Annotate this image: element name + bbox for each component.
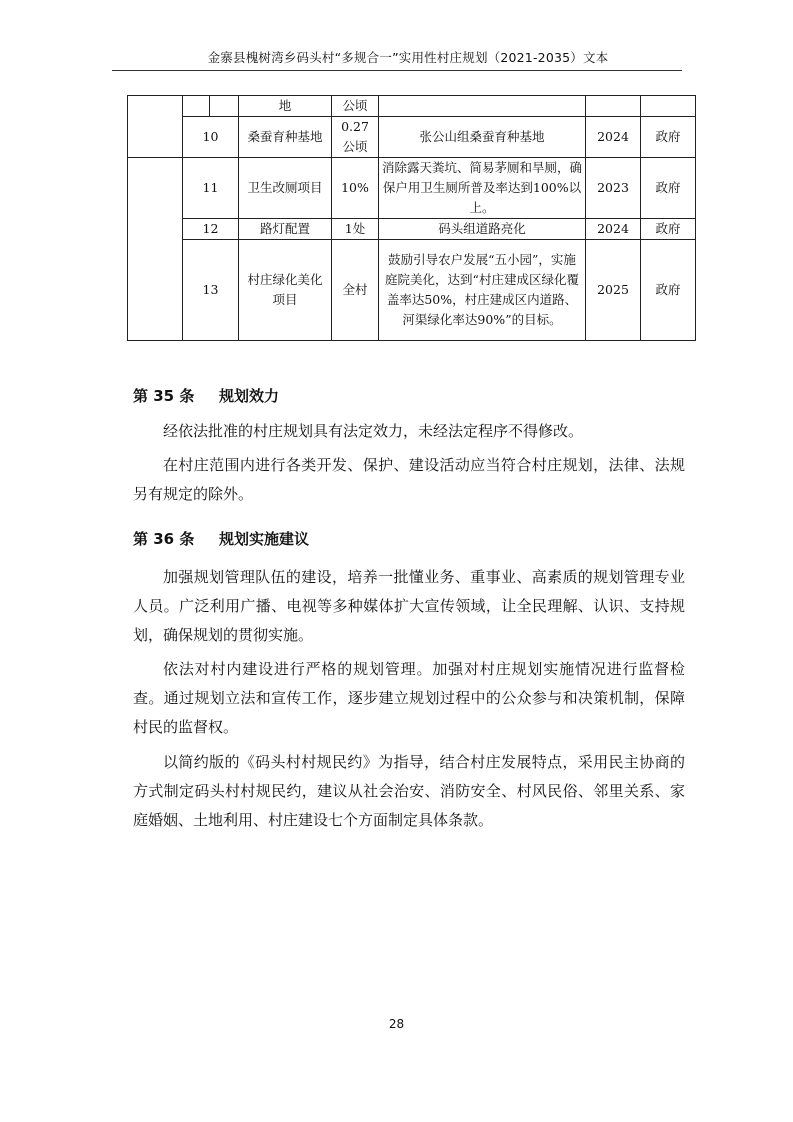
section-title: 规划效力 <box>219 387 280 405</box>
scale-cell: 全村 <box>332 240 379 341</box>
paragraph: 依法对村内建设进行严格的规划管理。加强对村庄规划实施情况进行监督检查。通过规划立法和宣传工作，逐步建立规划过程中的公众参与和决策机制，保障村民的监督权。 <box>133 660 685 736</box>
blank-cell <box>183 96 210 117</box>
content-cell: 张公山组桑蚕育种基地 <box>379 117 586 158</box>
table-row <box>128 96 696 117</box>
subject-cell: 政府 <box>641 158 696 219</box>
no-cell: 11 <box>183 158 239 219</box>
subject-cell: 政府 <box>641 219 696 240</box>
no-cell: 12 <box>183 219 239 240</box>
subject-cell: 政府 <box>641 240 696 341</box>
content-cell: 鼓励引导农户发展“五小园”，实施庭院美化，达到“村庄建成区绿化覆盖率达50%，村庄建成区内道路、河渠绿化率达90%”的目标。 <box>379 240 586 341</box>
paragraph: 以简约版的《码头村村规民约》为指导，结合村庄发展特点，采用民主协商的方式制定码头村村规民约，建议从社会治安、消防安全、村风民俗、邻里关系、家庭婚姻、土地利用、村庄建设七个方面制定具体条款。 <box>133 753 685 829</box>
category-cell <box>128 96 183 158</box>
scale-cell: 1处 <box>332 219 379 240</box>
section-35-heading <box>133 385 279 406</box>
section-number: 第 35 条 <box>133 387 195 405</box>
content-cell: 码头组道路亮化 <box>379 219 586 240</box>
year-cell: 2025 <box>586 240 641 341</box>
item-cell: 桑蚕育种基地 <box>239 117 332 158</box>
header-divider <box>112 70 682 71</box>
subject-cell <box>641 96 696 117</box>
year-cell: 2024 <box>586 117 641 158</box>
table-row <box>128 240 696 341</box>
paragraph: 在村庄范围内进行各类开发、保护、建设活动应当符合村庄规划，法律、法规另有规定的除外。 <box>133 456 685 503</box>
paragraph: 经依法批准的村庄规划具有法定效力，未经法定程序不得修改。 <box>163 422 584 440</box>
item-cell: 村庄绿化美化项目 <box>239 240 332 341</box>
section-36-heading <box>133 528 309 549</box>
running-header: 金寨县槐树湾乡码头村“多规合一”实用性村庄规划（2021-2035）文本 <box>207 50 609 65</box>
scale-cell: 公顷 <box>332 96 379 117</box>
table-row <box>128 219 696 240</box>
year-cell: 2023 <box>586 158 641 219</box>
category-cell <box>128 158 183 341</box>
no-cell <box>210 96 239 117</box>
section-number: 第 36 条 <box>133 530 195 548</box>
no-cell: 13 <box>183 240 239 341</box>
year-cell: 2024 <box>586 219 641 240</box>
no-cell: 10 <box>183 117 239 158</box>
item-cell: 卫生改厕项目 <box>239 158 332 219</box>
project-table-main <box>127 95 696 341</box>
subject-cell: 政府 <box>641 117 696 158</box>
scale-cell: 10% <box>332 158 379 219</box>
table-row <box>128 117 696 158</box>
item-cell: 路灯配置 <box>239 219 332 240</box>
table-row <box>128 158 696 219</box>
page-number: 28 <box>388 1017 405 1031</box>
year-cell <box>586 96 641 117</box>
item-cell: 地 <box>239 96 332 117</box>
scale-cell: 0.27公顷 <box>332 117 379 158</box>
content-cell <box>379 96 586 117</box>
content-cell: 消除露天粪坑、简易茅厕和旱厕，确保户用卫生厕所普及率达到100%以上。 <box>379 158 586 219</box>
section-title: 规划实施建议 <box>219 530 310 548</box>
paragraph: 加强规划管理队伍的建设，培养一批懂业务、重事业、高素质的规划管理专业人员。广泛利用广播、电视等多种媒体扩大宣传领域，让全民理解、认识、支持规划，确保规划的贯彻实施。 <box>133 568 685 644</box>
